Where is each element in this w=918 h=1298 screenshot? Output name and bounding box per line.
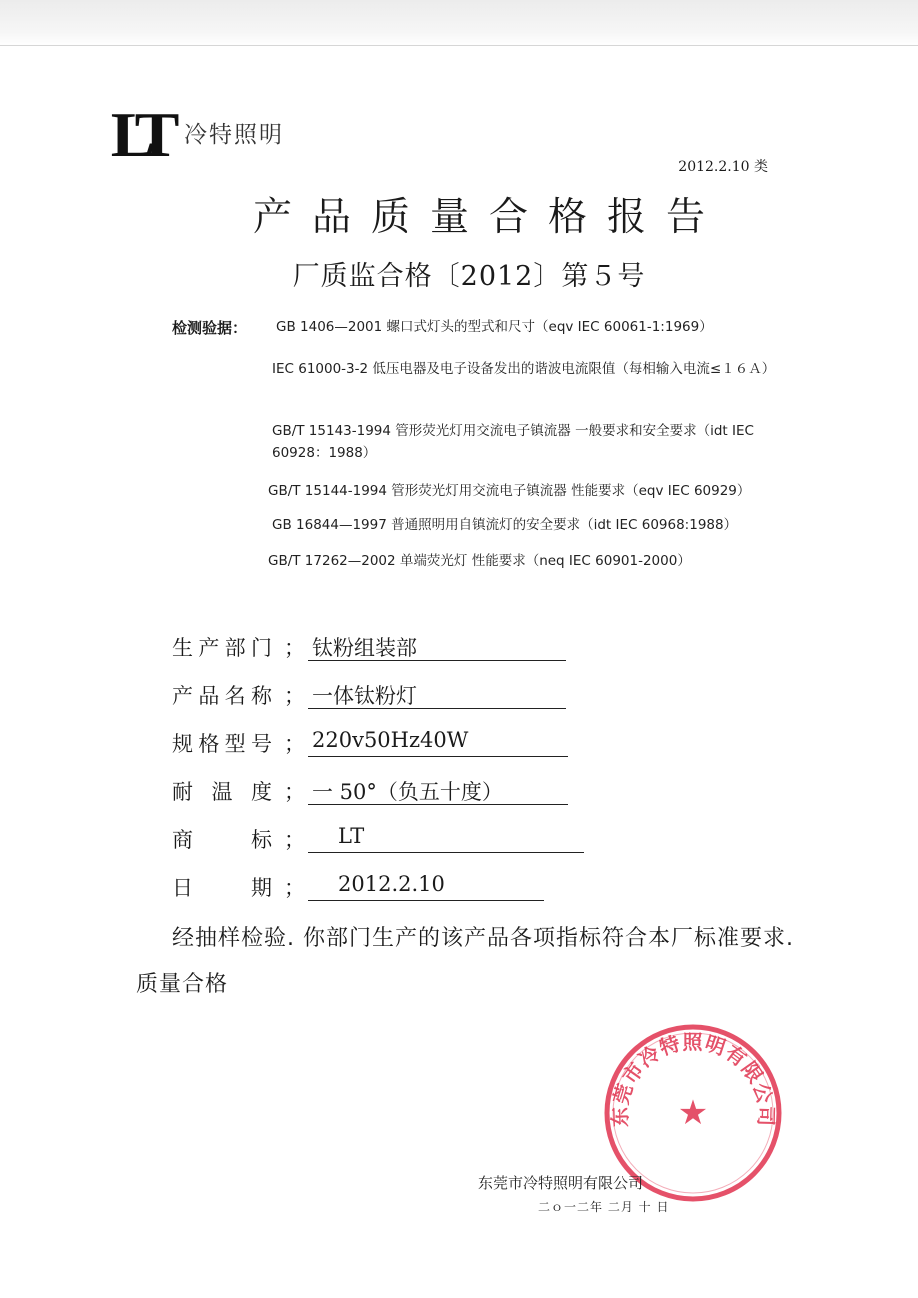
standard-item: GB/T 17262—2002 单端荧光灯 性能要求（neq IEC 60901-2000） xyxy=(268,553,691,569)
field-label: 产 品 名 称 xyxy=(172,684,272,708)
logo-text: 冷特照明 xyxy=(184,122,284,148)
field-colon: ； xyxy=(284,636,305,660)
field-colon: ； xyxy=(284,876,305,900)
signature-date: 二ｏ一二年 二月 十 日 xyxy=(538,1200,670,1214)
field-label: 生 产 部 门 xyxy=(172,636,272,660)
report-title: 产品质量合格报告 xyxy=(252,195,725,240)
conclusion-text: 经抽样检验. 你部门生产的该产品各项指标符合本厂标准要求. 质量合格 xyxy=(136,926,794,997)
field-colon: ； xyxy=(284,780,305,804)
field-label: 规 格 型 号 xyxy=(172,732,272,756)
field-label: 商 标 xyxy=(172,828,272,852)
logo-mark: LT xyxy=(110,99,165,170)
scan-edge xyxy=(0,0,918,46)
field-label: 耐 温 度 xyxy=(172,780,272,804)
company-logo xyxy=(110,99,332,170)
document-number: 厂质监合格〔2012〕第５号 xyxy=(292,261,646,292)
standard-item: GB 1406—2001 螺口式灯头的型式和尺寸（eqv IEC 60061-1:1969） xyxy=(276,319,713,335)
field-colon: ； xyxy=(284,684,305,708)
standard-item: GB/T 15144-1994 管形荧光灯用交流电子镇流器 性能要求（eqv IEC 60929） xyxy=(268,483,751,499)
field-value: LT xyxy=(308,824,584,853)
seal-star-icon: ★ xyxy=(677,1093,709,1133)
seal-text: 东莞市冷特照明有限公司 xyxy=(607,1029,779,1128)
basis-label: 检测验据： xyxy=(172,319,248,337)
field-value: 一体钛粉灯 xyxy=(308,680,566,709)
field-value: 220v50Hz40W xyxy=(308,728,568,757)
standard-item: IEC 61000-3-2 低压电器及电子设备发出的谐波电流限值（每相输入电流≤１６Ａ） xyxy=(272,361,776,377)
field-label: 日 期 xyxy=(172,876,272,900)
standard-item: GB/T 15143-1994 管形荧光灯用交流电子镇流器 一般要求和安全要求（idt IEC 60928：1988） xyxy=(272,423,754,461)
field-colon: ； xyxy=(284,732,305,756)
field-value: 钛粉组装部 xyxy=(308,632,566,661)
class-date: 2012.2.10 类 xyxy=(678,159,768,175)
standard-item: GB 16844—1997 普通照明用自镇流灯的安全要求（idt IEC 60968:1988） xyxy=(272,517,738,533)
field-value: 2012.2.10 xyxy=(308,872,544,901)
field-value: 一 50°（负五十度） xyxy=(308,776,568,805)
signature-company: 东莞市冷特照明有限公司 xyxy=(478,1174,644,1192)
field-colon: ； xyxy=(284,828,305,852)
